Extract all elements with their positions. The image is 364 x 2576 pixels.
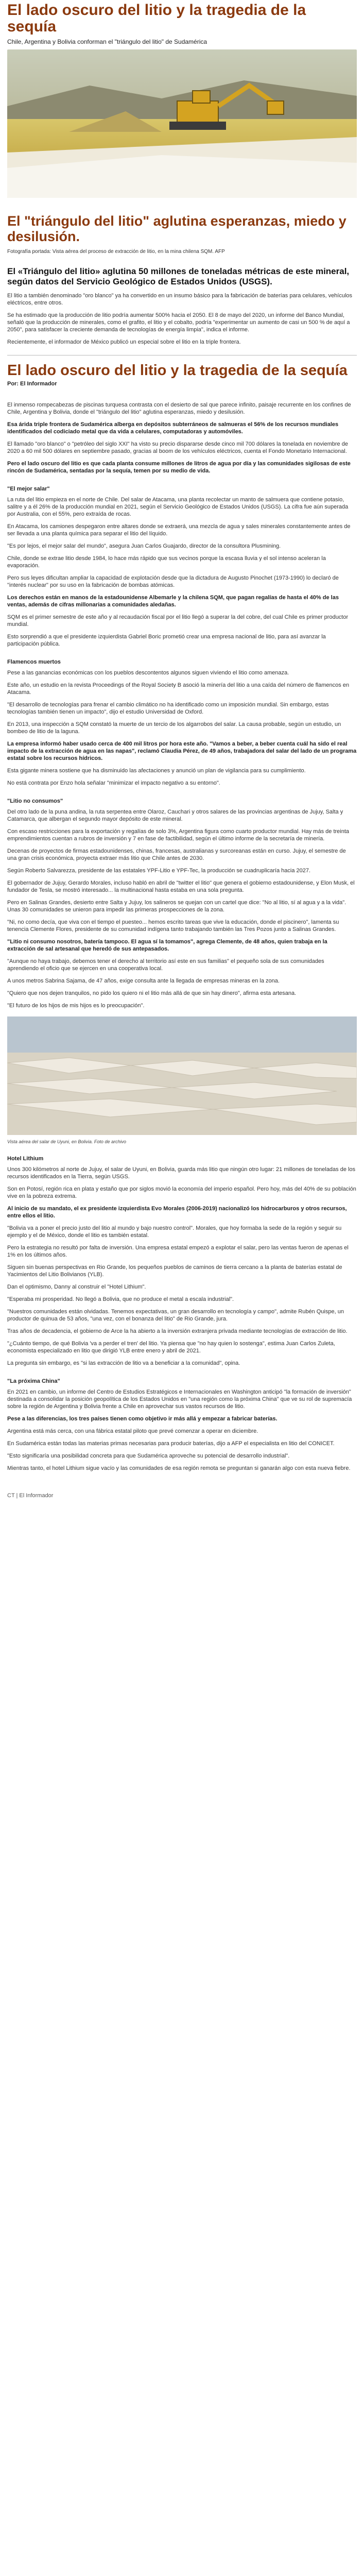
article-paragraph: Pero el lado oscuro del litio es que cada planta consume millones de litros de agua por día y las comunidades sigilosas de este rincón de Sudamérica, sentadas por la sequía, temen por su medio de vida.	[7, 461, 351, 474]
article-paragraph: El llamado "oro blanco" o "petróleo del siglo XXI" ha visto su precio dispararse desde cinco mil 700 dólares la tonelada en noviembre de 2020 a 60 mil 500 dólares en septiembre pasado, gracias al boom de los vehículos eléctricos, cuenta el Fondo Monetario Internacional.	[7, 441, 348, 454]
article-paragraph: "El futuro de los hijos de mis hijos es lo preocupación".	[7, 1003, 145, 1009]
article-paragraph: SQM es el primer semestre de este año y al recaudación fiscal por el litio llegó a superar la del cobre, del cual Chile es primer productor mundial.	[7, 614, 349, 628]
article-paragraph: Pese a las diferencias, los tres países tienen como objetivo ir más allá y empezar a fabricar baterías.	[7, 1416, 278, 1422]
section-heading: El "triángulo del litio" aglutina esperanzas, miedo y desilusión.	[7, 213, 346, 244]
article-paragraph: Siguen sin buenas perspectivas en Rio Grande, los pequeños pueblos de caminos de tierra cercano a la planta de baterías estatal de Yacimientos del Litio Bolivianos (YLB).	[7, 1264, 342, 1278]
hero-image	[7, 49, 357, 198]
article-paragraph: Unos 300 kilómetros al norte de Jujuy, el salar de Uyuni, en Bolivia, guarda más litio que ningún otro lugar: 21 millones de toneladas de los recursos identificados en la Tierra, según USGS.	[7, 1166, 356, 1180]
article-paragraph: En Sudamérica están todas las materias primas necesarias para producir baterías, dijo a AFP el especialista en litio del CONICET.	[7, 1440, 335, 1447]
intro-paragraph: Se ha estimado que la producción de litio podría aumentar 500% hacia el 2050. El 8 de mayo del 2020, un informe del Banco Mundial, señaló que la producción de minerales, como el grafito, el litio y el cobalto, podría "experimentar un aumento de casi un 500 % de aquí a 2050", para satisfacer la creciente demanda de tecnologías de energía limpia", indica el informe.	[7, 312, 350, 333]
page	[0, 2, 364, 1499]
article-paragraph: "Esto significaría una posibilidad concreta para que Sudamérica aproveche su potencial de desarrollo industrial".	[7, 1453, 290, 1459]
article-paragraph: Del otro lado de la puna andina, la ruta serpentea entre Olaroz, Cauchari y otros salares de las provincias argentinas de Jujuy, Salta y Catamarca, que albergan el segundo mayor depósito de este mineral.	[7, 809, 343, 822]
article-paragraph: En 2013, una inspección a SQM constató la muerte de un tercio de los algarrobos del salar. La causa probable, según un estudio, un bombeo de litio de la laguna.	[7, 721, 341, 735]
article-paragraph: La ruta del litio empieza en el norte de Chile. Del salar de Atacama, una planta recolectar un manto de salmuera que contiene potasio, salitre y a él 26% de la producción mundial en 2021, según el Servicio Geológico de Estados Unidos (USGS). La cifra fue aún superada por Australia, con el 55%, pero extraída de rocas.	[7, 497, 349, 517]
article-paragraph: El inmenso rompecabezas de piscinas turquesa contrasta con el desierto de sal que parece infinito, paisaje recurrente en los confines de Chile, Argentina y Bolivia, donde el "triángulo del litio" aglutina esperanzas, miedo y desilusión.	[7, 402, 351, 415]
article-paragraph: Según Roberto Salvarezza, presidente de las estatales YPF-Litio e YPF-Tec, la producción se cuadruplicaría hacia 2027.	[7, 868, 311, 874]
article-paragraph: La pregunta sin embargo, es "si las extracción de litio va a beneficiar a la comunidad", opina.	[7, 1360, 240, 1366]
article-paragraph: Pero en Salinas Grandes, desierto entre Salta y Jujuy, los salineros se quejan con un cartel que dice: "No al litio, sí al agua y a la vida". Unas 30 comunidades se unieron para impedir las primeras prospecciones de la zona.	[7, 900, 346, 913]
intro-paragraph: El litio a también denominado "oro blanco" ya ha convertido en un insumo básico para la fabricación de baterías para celulares, vehículos eléctricos, entre otros.	[7, 293, 353, 306]
article-paragraph: Pero sus leyes dificultan ampliar la capacidad de explotación desde que la dictadura de Augusto Pinochet (1973-1990) lo declaró de "interés nuclear" por su uso en la fabricación de bombas atómicas.	[7, 575, 339, 588]
article-paragraph: "Esperaba mi prosperidad. No llegó a Bolivia, que no produce el metal a escala industrial".	[7, 1296, 234, 1302]
article-paragraph: "Aunque no haya trabajo, debemos tener el derecho al territorio así este en sus familias" el pequeño sola de sus comunidades aprendiendo el oficio que se ejercen en una cooperativa local.	[7, 958, 324, 972]
article-paragraph: "Bolivia va a poner el precio justo del litio al mundo y bajo nuestro control". Morales, que hoy formaba la sede de la región y seguir su ejemplo y el de México, donde el litio es también estatal.	[7, 1225, 342, 1239]
article-paragraph: "El desarrollo de tecnologías para frenar el cambio climático no ha identificado como un imposición mundial. Sin embargo, estas tecnologías también tienen un impacto", dijo el estudio Universidad de Oxford.	[7, 702, 329, 715]
article-subheading: "El mejor salar"	[7, 486, 50, 492]
article-byline: Por: El Informador	[7, 381, 57, 387]
article-paragraph: En Atacama, los camiones despegaron entre altares donde se extraerá, una mezcla de agua y sales minerales constantemente antes de ser llevada a una planta química para separar el litio del líquido.	[7, 523, 351, 537]
article-subheading: Flamencos muertos	[7, 659, 61, 665]
article-paragraph: "Es por lejos, el mejor salar del mundo", asegura Juan Carlos Guajardo, director de la consultora Plusmining.	[7, 543, 281, 549]
article-paragraph: Tras años de decadencia, el gobierno de Arce la ha abierto a la inversión extranjera privada mediante tecnologías de extracción de litio.	[7, 1328, 348, 1334]
article-subheading: "La próxima China"	[7, 1378, 60, 1384]
article-paragraph: "¿Cuánto tiempo, de qué Bolivia 'va a perder el tren' del litio. Ya piensa que "no hay quien lo sostenga", estima Juan Carlos Zuleta, economista especializado en litio que dirigió YLB entre enero y abril de 2021.	[7, 1341, 335, 1354]
article-paragraph: Esa árida triple frontera de Sudamérica alberga en depósitos subterráneos de salmueras el 56% de los recursos mundiales identificados del codiciado metal que da vida a celulares, computadoras y automóviles.	[7, 421, 339, 435]
article-paragraph: Este año, un estudio en la revista Proceedings of the Royal Society B asoció la minería del litio a una caída del número de flamencos en Atacama.	[7, 682, 350, 696]
article-paragraph: Mientras tanto, el hotel Lithium sigue vacío y las comunidades de esa región remota se preguntan si ganarán algo con esta nueva fiebre.	[7, 1465, 351, 1471]
article-paragraph: Esto sorprendió a que el presidente izquierdista Gabriel Boric prometió crear una empresa nacional de litio, para así avanzar la participación pública.	[7, 634, 326, 647]
article-subheading: Hotel Lithium	[7, 1156, 44, 1162]
article-paragraph: Pese a las ganancias económicas con los pueblos descontentos algunos siguen viviendo el litio como amenaza.	[7, 670, 289, 676]
article-paragraph: Los derechos están en manos de la estadounidense Albemarle y la chilena SQM, que pagan regalías de hasta el 40% de las ventas, además de cifras millonarias a comunidades aledañas.	[7, 595, 339, 608]
article-paragraph: "Nuestros comunidades están olvidadas. Tenemos expectativas, un gran desarrollo en tecnología y campo", admite Rubén Quispe, un productor de quinua de 53 años, "una vez, con el bonanza del litio" de Rio Grande, jura.	[7, 1309, 344, 1322]
article-paragraph: El gobernador de Jujuy, Gerardo Morales, incluso habló en abril de "twitter el litio" que genera el gobierno estadounidense, y Elon Musk, el fundador de Tesla, se mostró interesado... la multinacional hasta estaba en una sola pregunta.	[7, 880, 355, 893]
footer-credit: CT | El Informador	[7, 1493, 54, 1499]
article-paragraph: Argentina está más cerca, con una fábrica estatal piloto que prevé comenzar a operar en diciembre.	[7, 1428, 258, 1434]
article-paragraph: No está contrata por Enzo hola señalar "minimizar el impacto negativo a su entorno".	[7, 780, 220, 786]
article-paragraph: La empresa informó haber usado cerca de 400 mil litros por hora este año. "Vamos a beber, a beber cuenta cuál ha sido el real impacto de la extracción de agua en las napas", reclamó Claudia Pérez, de 49 años, trabajadora del salar del lado de un programa estatal sobre los recursos hídricos.	[7, 741, 357, 761]
article-title: El lado oscuro del litio y la tragedia de la sequía	[7, 362, 348, 379]
article-paragraph: "Quiero que nos dejen tranquilos, no pido los quiero ni el litio más allá de que sin hay dinero", afirma esta artesana.	[7, 990, 297, 996]
article-paragraph: Dan el optimismo, Danny al construir el "Hotel Lithium".	[7, 1284, 146, 1290]
article-paragraph: A unos metros Sabrina Sajama, de 47 años, exige consulta ante la llegada de empresas mineras en la zona.	[7, 978, 280, 984]
lead-paragraph: El «Triángulo del litio» aglutina 50 millones de toneladas métricas de este mineral, según datos del Servicio Geológico de Estados Unidos (USGS).	[7, 266, 350, 286]
photo-caption: Fotografía portada: Vista aérea del proceso de extracción de litio, en la mina chilena SQM. AFP	[7, 249, 225, 255]
article-paragraph: En 2021 en cambio, un informe del Centro de Estudios Estratégicos e Internacionales en Washington anticipó "la formación de inversión" destinada a consolidar la posición geopolítica de los Estados Unidos en "una región como la próxima China" que ve su rol de supremacía sobre la región de Argentina y Bolivia frente a Chile en aprovechar sus vastos recursos de litio.	[7, 1389, 352, 1410]
article-paragraph: Chile, donde se extrae litio desde 1984, lo hace más rápido que sus vecinos porque la escasa lluvia y el sol intenso aceleran la evaporación.	[7, 555, 326, 569]
article-subheading: "Litio no consumos"	[7, 798, 63, 804]
article-paragraph: Decenas de proyectos de firmas estadounidenses, chinas, francesas, australianas y surcoreanas están en curso. Jujuy, el semestre de una gran crisis económica, proyecta extraer más litio que Chile antes de 2030.	[7, 848, 346, 861]
figure	[7, 1016, 357, 1144]
page-title: El lado oscuro del litio y la tragedia de la sequía	[7, 2, 306, 35]
salt-flat-excavator-photo	[7, 49, 357, 198]
salar-uyuni-photo	[7, 1016, 357, 1135]
page-subtitle: Chile, Argentina y Bolivia conforman el "triángulo del litio" de Sudamérica	[7, 38, 207, 45]
article-paragraph: Pero la estrategia no resultó por falta de inversión. Una empresa estatal empezó a explotar el salar, pero las ventas fueron de apenas el 1% en los últimos años.	[7, 1245, 349, 1258]
article-paragraph: Son en Potosí, región rica en plata y estaño que por siglos movió la economía del imperio español. Pero hoy, más del 40% de su población vive en la pobreza extrema.	[7, 1186, 356, 1199]
article-paragraph: "Litio ni consumo nosotros, batería tampoco. El agua sí la tomamos", agrega Clemente, de 48 años, quien trabaja en la extracción de sal artesanal que heredó de sus antepasados.	[7, 939, 327, 952]
article-paragraph: "Ni, no como decía, que viva con el tiempo el puesteo... hemos escrito tareas que vive la educación, donde el piscinero", lamenta su tenencia Clemente Flores, presidente de su comunidad indígena tanto trabajando también las Tres Pozos junto a Salinas Grandes.	[7, 919, 339, 933]
intro-paragraph: Recientemente, el informador de México publicó un especial sobre el litio en la triple frontera.	[7, 339, 241, 345]
article-body	[7, 401, 357, 1472]
article-paragraph: Al inicio de su mandato, el ex presidente izquierdista Evo Morales (2006-2019) nacionalizó los hidrocarburos y otros recursos, entre ellos el litio.	[7, 1206, 347, 1219]
article-paragraph: Esta gigante minera sostiene que ha disminuido las afectaciones y anunció un plan de vigilancia para su cumplimiento.	[7, 768, 306, 774]
article-paragraph: Con escaso restricciones para la exportación y regalías de solo 3%, Argentina figura como cuarto productor mundial. Hay más de treinta emprendimientos cuentan a rubros de inversión y 7 en fase de factibilidad, según el último informe de la secretaría de minería.	[7, 828, 350, 842]
photo-caption: Vista aérea del salar de Uyuni, en Bolivia. Foto de archivo	[7, 1139, 126, 1144]
